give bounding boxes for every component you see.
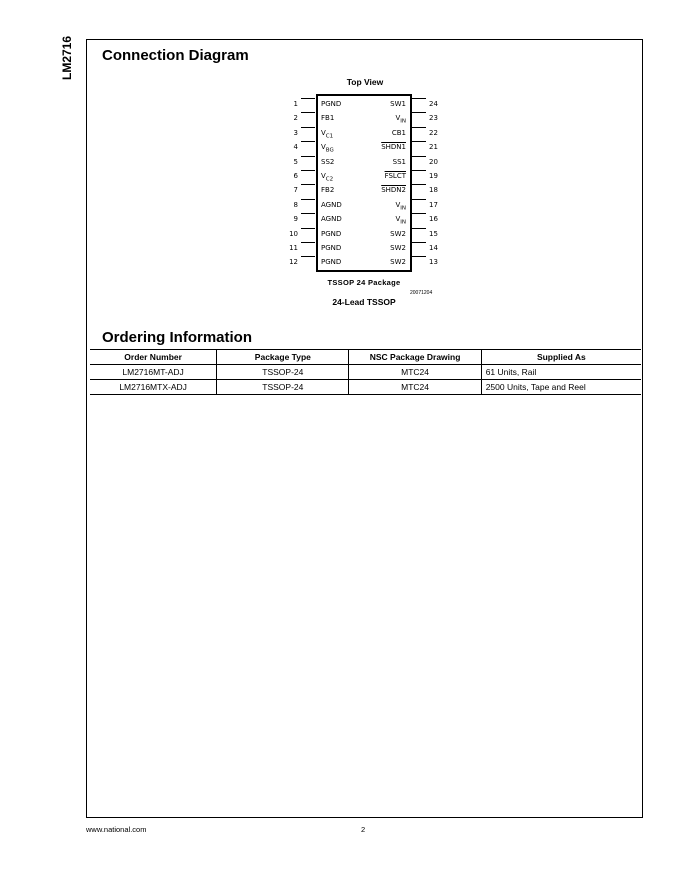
pin-lead-left [301,127,315,128]
pin-lead-left [301,242,315,243]
pin-name-text: V [321,128,326,137]
pin-lead-left [301,156,315,157]
pin-name-text: SS2 [321,157,335,166]
pin-name-text: PGND [321,258,342,267]
pin-name-left [321,184,334,196]
pin-name-right [366,156,406,168]
pin-name-left [321,199,342,211]
pin-lead-right [412,98,426,99]
pin-number-left: 7 [293,186,298,195]
pin-name-right [366,98,406,110]
footer-website: www.national.com [86,825,147,834]
pin-name-right [366,199,406,211]
pin-number-left: 3 [293,128,298,137]
pin-number-right: 22 [429,128,438,137]
pin-name-right [366,228,406,240]
pin-number-right: 13 [429,258,438,267]
pin-name-subscript: C2 [325,176,334,183]
pin-name-left [321,141,334,153]
pin-number-left: 12 [289,258,298,267]
pin-name-right [366,184,406,196]
pin-number-right: 24 [429,100,438,108]
cell-supplied-as: 2500 Units, Tape and Reel [481,380,641,395]
pin-name-left [321,170,333,182]
pin-number-left: 8 [293,200,298,209]
pin-lead-left [301,228,315,229]
pin-name-text: PGND [321,229,342,238]
pin-name-text: SHDN2 [381,186,406,195]
pin-number-left: 9 [293,215,298,224]
table-row [90,380,641,395]
pin-name-subscript: IN [400,118,406,125]
header-package-type: Package Type [217,350,349,365]
pin-number-left: 11 [289,244,298,252]
pin-lead-right [412,156,426,157]
header-package-drawing: NSC Package Drawing [349,350,481,365]
pin-number-right: 20 [429,157,438,166]
pin-name-left [321,156,334,168]
cell-package-type: TSSOP-24 [217,365,349,380]
pin-name-text: SW2 [390,244,406,252]
pin-lead-left [301,170,315,171]
header-order-number: Order Number [90,350,217,365]
figure-id: 20071204 [410,290,433,296]
pin-name-right [366,112,406,124]
pin-name-text: FB2 [321,186,335,195]
pin-name-text: V [395,215,401,224]
pin-name-right [366,256,406,268]
pin-number-right: 16 [429,215,438,224]
pin-name-text: SS1 [392,157,406,166]
pin-lead-right [412,141,426,142]
lead-label: 24-Lead TSSOP [332,297,396,307]
pin-name-text: SW1 [390,100,406,108]
pin-name-right [366,242,406,254]
footer-page-number: 2 [361,825,366,834]
pin-name-subscript: IN [400,219,406,226]
pin-name-text: AGND [321,200,342,209]
ordering-information-title: Ordering Information [102,329,252,346]
pin-name-text: CB1 [391,128,406,137]
pin-name-text: V [321,172,326,180]
pin-name-subscript: BG [325,147,334,154]
pin-lead-right [412,228,426,229]
pin-name-right [366,170,406,182]
pin-name-text: V [395,114,401,123]
pin-number-right: 21 [429,143,438,152]
pin-number-left: 1 [293,100,298,108]
pin-name-left [321,213,342,225]
pin-number-left: 5 [293,157,298,166]
header-supplied-as: Supplied As [481,350,641,365]
pin-number-right: 18 [429,186,438,195]
pin-name-left [321,98,341,110]
pin-number-right: 23 [429,114,438,123]
pin-lead-right [412,170,426,171]
pin-name-subscript: IN [400,205,406,212]
cell-order-number: LM2716MTX-ADJ [90,380,217,395]
pin-name-text: AGND [321,215,342,224]
pin-number-right: 14 [429,244,438,252]
pin-number-left: 4 [293,143,298,152]
pin-lead-left [301,184,315,185]
pin-lead-left [301,112,315,113]
pin-name-text: V [395,200,401,209]
pin-name-right [366,141,406,153]
pin-lead-right [412,213,426,214]
pin-number-left: 10 [289,229,298,238]
pin-name-right [366,127,406,139]
pin-name-text: FB1 [321,114,335,123]
pin-name-subscript: C1 [325,133,334,140]
pin-name-right [366,213,406,225]
table-header-row [90,350,641,365]
cell-supplied-as: 61 Units, Rail [481,365,641,380]
cell-package-drawing: MTC24 [349,380,481,395]
pin-name-left [321,256,341,268]
pin-lead-left [301,213,315,214]
top-view-label: Top View [346,77,384,87]
ordering-table [90,349,641,395]
pin-number-right: 17 [429,200,438,209]
pin-name-left [321,228,341,240]
pin-lead-right [412,242,426,243]
pin-name-text: FSLCT [384,172,406,180]
pin-name-text: SW2 [390,258,406,267]
pin-name-text: SHDN1 [381,143,406,152]
pin-lead-right [412,112,426,113]
pin-number-left: 6 [293,172,298,180]
pin-name-text: PGND [321,100,342,108]
pin-lead-left [301,256,315,257]
pin-name-text: V [321,143,326,152]
package-label: TSSOP 24 Package [327,278,401,287]
pin-name-left [321,112,334,124]
pin-number-right: 15 [429,229,438,238]
pin-name-text: PGND [321,244,342,252]
pin-name-text: SW2 [390,229,406,238]
pin-lead-left [301,141,315,142]
pin-lead-right [412,184,426,185]
cell-order-number: LM2716MT-ADJ [90,365,217,380]
cell-package-drawing: MTC24 [349,365,481,380]
pin-number-left: 2 [293,114,298,123]
pin-lead-right [412,199,426,200]
pin-name-left [321,127,333,139]
pin-lead-right [412,256,426,257]
pin-number-right: 19 [429,172,438,180]
pin-lead-left [301,98,315,99]
pin-lead-left [301,199,315,200]
pin-lead-right [412,127,426,128]
pin-name-left [321,242,341,254]
table-row [90,365,641,380]
cell-package-type: TSSOP-24 [217,380,349,395]
connection-diagram-title: Connection Diagram [102,47,249,64]
